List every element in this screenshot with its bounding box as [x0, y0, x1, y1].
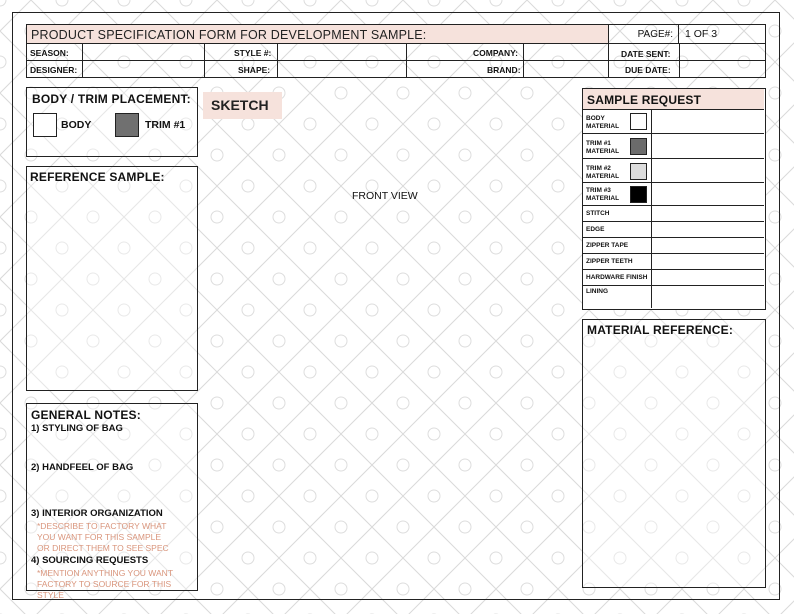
material-reference-box[interactable] [582, 319, 766, 588]
date-sent-field[interactable] [679, 44, 765, 60]
sample-row-lining[interactable] [583, 287, 764, 308]
sample-row-label: EDGE [586, 226, 605, 233]
page-value: 1 OF 3 [685, 28, 718, 40]
sample-row-label [586, 165, 619, 181]
placement-box [26, 87, 198, 157]
header-table [26, 24, 766, 78]
sample-row-zipper-tape[interactable] [583, 239, 764, 254]
designer-label: DESIGNER: [30, 65, 78, 75]
sample-row-trim3 [583, 184, 764, 206]
sample-request-box [582, 88, 766, 310]
brand-field[interactable] [523, 61, 609, 77]
sample-row-trim1 [583, 135, 764, 159]
style-field[interactable] [277, 44, 407, 60]
title-cell [27, 25, 609, 44]
sketch-title: SKETCH [211, 97, 269, 113]
general-notes-box[interactable] [26, 403, 198, 600]
season-field[interactable] [82, 44, 205, 60]
sample-row-label [586, 187, 619, 203]
sample-row-stitch[interactable] [583, 207, 764, 222]
note-hint-3a: *DESCRIBE TO FACTORY WHAT [37, 521, 167, 531]
trim2-material-swatch[interactable] [630, 163, 647, 180]
brand-label: BRAND: [487, 65, 521, 75]
body-material-swatch[interactable] [630, 113, 647, 130]
note-hint-3b: YOU WANT FOR THIS SAMPLE [37, 532, 162, 542]
reference-sample-box[interactable] [26, 166, 198, 391]
season-label: SEASON: [30, 48, 69, 58]
note-item-2: 2) HANDFEEL OF BAG [31, 462, 134, 473]
note-item-3: 3) INTERIOR ORGANIZATION [31, 508, 163, 519]
trim-swatch[interactable] [115, 113, 139, 137]
shape-field[interactable] [277, 61, 407, 77]
company-field[interactable] [523, 44, 609, 60]
company-label: COMPANY: [473, 48, 519, 58]
sample-request-title: SAMPLE REQUEST [587, 93, 702, 107]
due-date-field[interactable] [679, 61, 765, 77]
sample-row-label: ZIPPER TEETH [586, 258, 633, 265]
header-row-2 [27, 61, 765, 77]
shape-label: SHAPE: [238, 65, 271, 75]
note-item-4: 4) SOURCING REQUESTS [31, 555, 149, 566]
sample-row-body [583, 110, 764, 134]
sketch-area[interactable] [205, 125, 573, 590]
sample-row-edge[interactable] [583, 223, 764, 238]
front-view-label: FRONT VIEW [352, 190, 418, 202]
sample-row-label-2: MATERIAL [586, 195, 620, 202]
sample-row-label-1: TRIM #2 [586, 165, 611, 172]
sample-row-label: STITCH [586, 210, 610, 217]
body-swatch-label: BODY [61, 119, 92, 131]
note-hint-3c: OR DIRECT THEM TO SEE SPEC [37, 543, 169, 553]
sample-row-label-1: BODY [586, 115, 605, 122]
sample-row-label-2: MATERIAL [586, 123, 620, 130]
body-swatch[interactable] [33, 113, 57, 137]
trim-swatch-label: TRIM #1 [145, 119, 186, 131]
date-sent-label: DATE SENT: [621, 49, 671, 59]
reference-sample-title: REFERENCE SAMPLE: [30, 170, 165, 184]
page-label-cell [609, 25, 679, 44]
sample-row-label-2: MATERIAL [586, 173, 620, 180]
material-reference-title: MATERIAL REFERENCE: [587, 323, 734, 337]
note-item-1: 1) STYLING OF BAG [31, 423, 123, 434]
designer-field[interactable] [82, 61, 205, 77]
sketch-header [203, 92, 282, 119]
page-value-cell[interactable] [679, 25, 765, 44]
style-label: STYLE #: [234, 48, 272, 58]
sample-row-label-2: MATERIAL [586, 148, 620, 155]
note-hint-4a: *MENTION ANYTHING YOU WANT [37, 568, 174, 578]
sample-row-label: ZIPPER TAPE [586, 242, 629, 249]
sample-row-label: HARDWARE FINISH [586, 274, 648, 281]
general-notes-title: GENERAL NOTES: [31, 408, 141, 422]
sample-row-zipper-teeth[interactable] [583, 255, 764, 270]
placement-title: BODY / TRIM PLACEMENT: [32, 92, 191, 106]
sample-row-hardware-finish[interactable] [583, 271, 764, 286]
sample-row-label-1: TRIM #3 [586, 187, 611, 194]
trim3-material-swatch[interactable] [630, 186, 647, 203]
note-hint-4b: FACTORY TO SOURCE FOR THIS STYLE [37, 579, 172, 600]
form-title: PRODUCT SPECIFICATION FORM FOR DEVELOPMENT SAMPLE: [31, 28, 427, 42]
sample-row-label-1: TRIM #1 [586, 140, 611, 147]
due-date-label: DUE DATE: [625, 65, 671, 75]
sample-row-label [586, 115, 619, 131]
sample-row-label: LINING [586, 288, 609, 295]
page-label: PAGE#: [637, 29, 673, 40]
header-row-1 [27, 44, 765, 61]
sample-request-header [583, 89, 764, 110]
sample-row-trim2 [583, 160, 764, 183]
sample-row-label [586, 140, 619, 156]
trim1-material-swatch[interactable] [630, 138, 647, 155]
